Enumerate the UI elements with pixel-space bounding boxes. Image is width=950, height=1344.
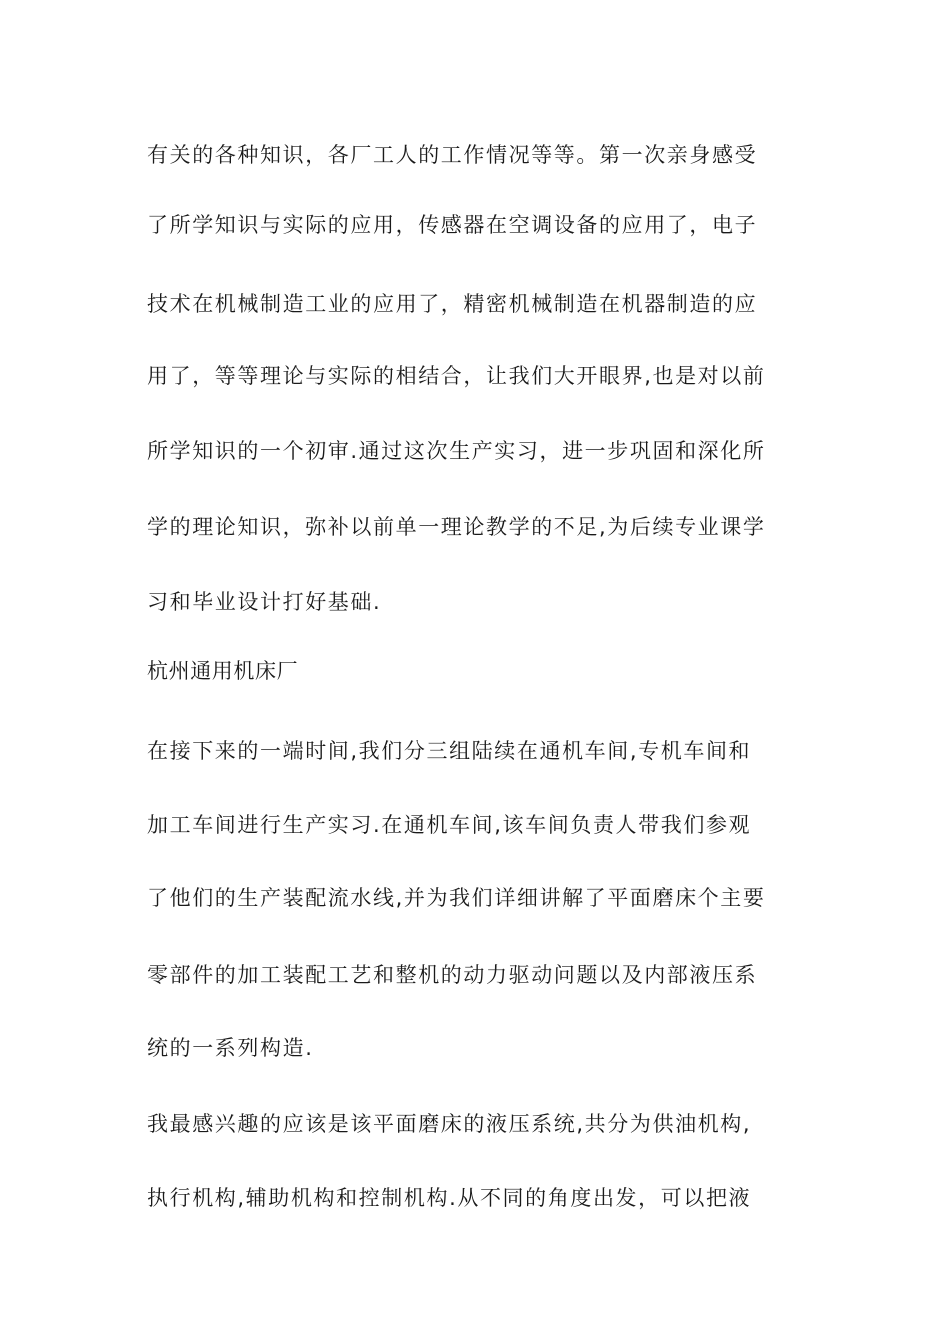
paragraph-line: 了所学知识与实际的应用，传感器在空调设备的应用了，电子 bbox=[147, 213, 758, 237]
paragraph-line: 我最感兴趣的应该是该平面磨床的液压系统,共分为供油机构, bbox=[147, 1112, 752, 1136]
paragraph-line: 有关的各种知识，各厂工人的工作情况等等。第一次亲身感受 bbox=[147, 143, 758, 167]
paragraph-line: 加工车间进行生产实习.在通机车间,该车间负责人带我们参观 bbox=[147, 813, 752, 837]
paragraph-line: 统的一系列构造. bbox=[147, 1036, 314, 1060]
section-heading: 杭州通用机床厂 bbox=[147, 659, 299, 683]
paragraph-line: 学的理论知识，弥补以前单一理论教学的不足,为后续专业课学 bbox=[147, 515, 766, 539]
paragraph-line: 在接下来的一端时间,我们分三组陆续在通机车间,专机车间和 bbox=[147, 739, 752, 763]
paragraph-line: 执行机构,辅助机构和控制机构.从不同的角度出发，可以把液 bbox=[147, 1186, 752, 1210]
paragraph-line: 习和毕业设计打好基础. bbox=[147, 590, 382, 614]
paragraph-line: 用了，等等理论与实际的相结合，让我们大开眼界,也是对以前 bbox=[147, 364, 766, 388]
paragraph-line: 技术在机械制造工业的应用了，精密机械制造在机器制造的应 bbox=[147, 292, 758, 316]
paragraph-line: 所学知识的一个初审.通过这次生产实习，进一步巩固和深化所 bbox=[147, 439, 766, 463]
paragraph-line: 了他们的生产装配流水线,并为我们详细讲解了平面磨床个主要 bbox=[147, 886, 766, 910]
paragraph-line: 零部件的加工装配工艺和整机的动力驱动问题以及内部液压系 bbox=[147, 963, 758, 987]
